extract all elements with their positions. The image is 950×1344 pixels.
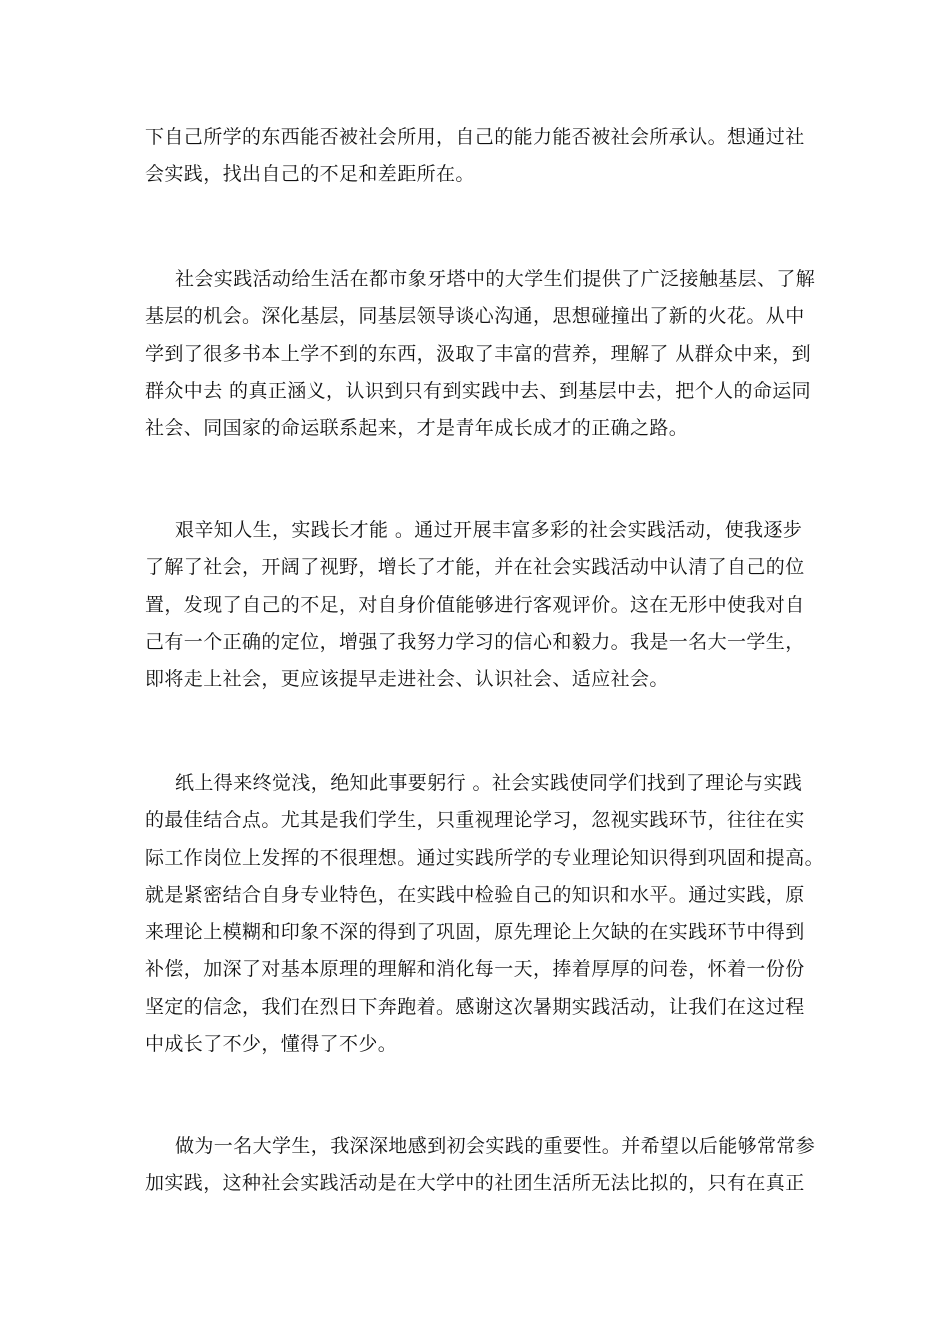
paragraph-line: 纸上得来终觉浅，绝知此事要躬行 。社会实践使同学们找到了理论与实践 bbox=[175, 772, 803, 794]
paragraph-line: 的最佳结合点。尤其是我们学生，只重视理论学习，忽视实践环节，往往在实 bbox=[145, 809, 805, 832]
paragraph-line: 学到了很多书本上学不到的东西，汲取了丰富的营养，理解了 从群众中来，到 bbox=[145, 342, 812, 365]
paragraph-line: 加实践，这种社会实践活动是在大学中的社团生活所无法比拟的，只有在真正 bbox=[145, 1172, 805, 1195]
paragraph-3 bbox=[145, 512, 810, 698]
paragraph-line: 中成长了不少，懂得了不少。 bbox=[145, 1033, 398, 1056]
paragraph-line: 群众中去 的真正涵义，认识到只有到实践中去、到基层中去，把个人的命运同 bbox=[145, 379, 812, 402]
paragraph-5 bbox=[145, 1128, 816, 1203]
paragraph-line: 艰辛知人生，实践长才能 。通过开展丰富多彩的社会实践活动，使我逐步 bbox=[175, 519, 803, 541]
paragraph-line: 就是紧密结合自身专业特色，在实践中检验自己的知识和水平。通过实践，原 bbox=[145, 883, 805, 906]
paragraph-line: 坚定的信念，我们在烈日下奔跑着。感谢这次暑期实践活动，让我们在这过程 bbox=[145, 995, 805, 1018]
paragraph-line: 际工作岗位上发挥的不很理想。通过实践所学的专业理论知识得到巩固和提高。 bbox=[145, 846, 825, 869]
paragraph-4 bbox=[145, 765, 825, 1063]
paragraph-1 bbox=[145, 119, 810, 194]
paragraph-line: 下自己所学的东西能否被社会所用，自己的能力能否被社会所承认。想通过社 bbox=[145, 126, 805, 148]
paragraph-2 bbox=[145, 261, 816, 447]
paragraph-line: 己有一个正确的定位，增强了我努力学习的信心和毅力。我是一名大一学生， bbox=[145, 630, 805, 653]
paragraph-line: 来理论上模糊和印象不深的得到了巩固，原先理论上欠缺的在实践环节中得到 bbox=[145, 921, 805, 944]
paragraph-line: 会实践，找出自己的不足和差距所在。 bbox=[145, 163, 475, 186]
paragraph-line: 社会实践活动给生活在都市象牙塔中的大学生们提供了广泛接触基层、了解 bbox=[175, 268, 816, 290]
paragraph-line: 置，发现了自己的不足，对自身价值能够进行客观评价。这在无形中使我对自 bbox=[145, 593, 805, 616]
paragraph-line: 做为一名大学生，我深深地感到初会实践的重要性。并希望以后能够常常参 bbox=[175, 1135, 816, 1157]
paragraph-line: 即将走上社会，更应该提早走进社会、认识社会、适应社会。 bbox=[145, 668, 669, 691]
paragraph-line: 基层的机会。深化基层，同基层领导谈心沟通，思想碰撞出了新的火花。从中 bbox=[145, 305, 805, 328]
paragraph-line: 了解了社会，开阔了视野，增长了才能，并在社会实践活动中认清了自己的位 bbox=[145, 556, 805, 579]
paragraph-line: 社会、同国家的命运联系起来，才是青年成长成才的正确之路。 bbox=[145, 417, 689, 440]
paragraph-line: 补偿，加深了对基本原理的理解和消化每一天，捧着厚厚的问卷，怀着一份份 bbox=[145, 958, 805, 981]
